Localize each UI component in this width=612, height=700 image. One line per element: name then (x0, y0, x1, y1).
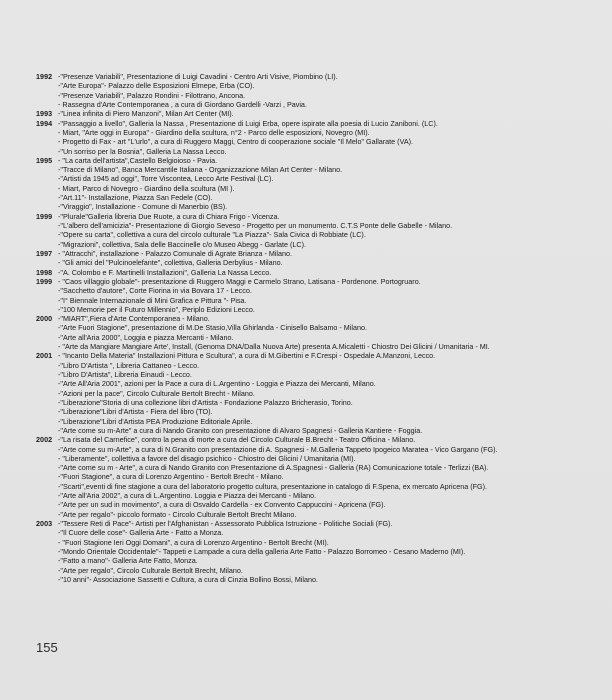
entry-text: -"100 Memorie per il Futuro Millennio", Periplo Edizioni Lecco. (58, 304, 255, 314)
entry-year: 1992 (36, 72, 53, 81)
entry-text: - "Caos villaggio globale"- presentazione di Ruggero Maggi e Carmelo Strano, Latisana - Pordenone. Portogruaro. (58, 276, 421, 286)
entry-year (36, 258, 58, 267)
exhibition-entry (36, 351, 596, 360)
entry-text: -"Arte all'Aria 2002", a cura di L.Argentino. Loggia e Piazza dei Mercanti - Milano. (58, 491, 317, 501)
entry-text: -"Arte per regalo", Circolo Culturale Bertolt Brecht, Milano. (58, 565, 243, 575)
entry-year (36, 491, 58, 500)
exhibition-entry (36, 119, 596, 128)
entry-text: - Progetto di Fax - art "L'urlo", a cura di Ruggero Maggi, Centro di cooperazione sociale "Il Melo" Gallarate (VA). (58, 137, 414, 147)
exhibition-entry (36, 435, 596, 444)
entry-year (36, 202, 58, 211)
exhibition-entry (36, 333, 596, 342)
entry-text: -"10 anni"- Associazione Sassetti e Cultura, a cura di Cinzia Bollino Bossi, Milano. (58, 574, 318, 584)
exhibition-entry (36, 566, 596, 575)
entry-text: -"Libro D'Artista", Libreria Einaudi - Lecco. (58, 370, 192, 379)
exhibition-entry (36, 398, 596, 407)
entry-year (36, 445, 58, 454)
entry-text: -"Tracce di Milano", Banca Mercantile Italiana - Organizzazione Milan Art Center - Milano. (58, 165, 343, 175)
entry-text: -"Scarti",eventi di fine stagione a cura del laboratorio progetto cultura, presentazione in catalogo di F.Spena, ex mercato Apricena (FG). (58, 481, 487, 491)
exhibition-entry (36, 463, 596, 472)
exhibition-entry (36, 202, 596, 211)
entry-year (36, 184, 58, 193)
exhibition-entry (36, 454, 596, 463)
entry-text: - "Incanto Della Materia" Installazioni Pittura e Scultura", a cura di M.Gibertini e F.Crespi - Ospedale A.Manzoni, Lecco. (58, 351, 436, 361)
entry-text: -"Opere su carta", collettiva a cura del circolo culturale "La Piazza"- Sala Civica di Robbiate (LC). (58, 230, 366, 240)
exhibition-entry (36, 445, 596, 454)
entry-text: -"I° Biennale Internazionale di Mini Grafica e Pittura "- Pisa. (58, 295, 247, 305)
entry-year: 1995 (36, 155, 53, 165)
entry-text: - "Arte da Mangiare Mangiare Arte', Install, (Genoma DNA/Dalla Nuova Arte) presenta A.Micaletti - Chiostro Dei Glicini / Umanitaria - MI. (58, 342, 490, 352)
entry-text: -"Arte come su m-Arte", a cura di N.Granito con presentazione di A. Spagnesi - M.Galleria Tappeto Ipogeico Maratea - Vico Gargano (FG). (58, 444, 498, 454)
entry-text: -"Passaggio a livello", Galleria la Nassa , Presentazione di Luigi Erba, opere ispirate alla poesia di Lucio Zaniboni. (LC). (58, 118, 438, 128)
entry-year (36, 128, 58, 137)
entry-text: -"Artisti da 1945 ad oggi", Torre Viscontea, Lecco Arte Festival (LC). (58, 174, 274, 184)
exhibition-entry (36, 277, 596, 286)
exhibition-entry (36, 72, 596, 81)
entry-year (36, 147, 58, 156)
entry-year (36, 389, 58, 398)
entry-year (36, 510, 58, 519)
entry-text: -"Azioni per la pace", Circolo Culturale Bertolt Brecht - Milano. (58, 388, 255, 398)
entry-text: -"Arte per un sud in movimento", a cura di Osvaldo Cardella - ex Convento Cappuccini - Apricena (FG). (58, 500, 386, 510)
entry-text: -"Presenze Variabili", Palazzo Rondini - Filottrano, Ancona. (58, 90, 246, 100)
entry-text: -"Presenze Variabili", Presentazione di Luigi Cavadini - Centro Arti Visive, Piombino (LI). (58, 72, 338, 81)
entry-year: 2000 (36, 314, 53, 324)
entry-year (36, 538, 58, 547)
entry-year (36, 333, 58, 342)
exhibition-entry (36, 258, 596, 267)
entry-year: 1997 (36, 248, 53, 258)
exhibition-entry (36, 575, 596, 584)
entry-year (36, 417, 58, 426)
entry-year: 1999 (36, 211, 53, 221)
entry-year (36, 566, 58, 575)
entry-year (36, 463, 58, 472)
entry-text: -"Arte All'Aria 2001", azioni per la Pace a cura di L.Argentino - Loggia e Piazza dei Mercanti, Milano. (58, 379, 376, 389)
entry-text: -"Linea infinita di Piero Manzoni", Milan Art Center (MI). (58, 109, 234, 119)
entry-text: - "Attracchi", installazione - Palazzo Comunale di Agrate Brianza - Milano. (58, 248, 293, 258)
entry-text: -"Fuori Stagione", a cura di Lorenzo Argentino - Bertolt Brecht - Milano. (58, 472, 284, 482)
exhibition-entry (36, 249, 596, 258)
entry-year (36, 500, 58, 509)
entry-year (36, 174, 58, 183)
entry-year (36, 454, 58, 463)
entry-text: -"Fatto a mano"- Galleria Arte Fatto, Monza. (58, 556, 198, 566)
entry-text: -"Arte Fuori Stagione", presentazione di M.De Stasio,Villa Ghirlanda - Cinisello Balsamo - Milano. (58, 323, 367, 333)
exhibition-entry (36, 81, 596, 90)
entry-year: 1994 (36, 118, 53, 128)
entry-year (36, 472, 58, 481)
exhibition-entry (36, 156, 596, 165)
exhibition-entry (36, 230, 596, 239)
entry-year (36, 240, 58, 249)
exhibition-entry (36, 407, 596, 416)
exhibition-entry (36, 91, 596, 100)
exhibition-entry (36, 165, 596, 174)
entry-year (36, 547, 58, 556)
entry-text: -"Arte Europa"- Palazzo delle Esposizioni Elmepe, Erba (CO). (58, 81, 255, 91)
entry-year (36, 361, 58, 370)
exhibition-entry (36, 538, 596, 547)
entry-text: - Rassegna d'Arte Contemporanea , a cura di Giordano Gardelli -Varzi , Pavia. (58, 99, 307, 109)
entry-year (36, 323, 58, 332)
exhibition-entry (36, 296, 596, 305)
entry-text: -"Migrazioni", collettiva, Sala delle Baccinelle c/o Museo Abegg - Garlate (LC). (58, 239, 306, 249)
exhibition-entry (36, 184, 596, 193)
entry-year (36, 100, 58, 109)
exhibition-entry (36, 286, 596, 295)
exhibition-entry (36, 174, 596, 183)
entry-year (36, 482, 58, 491)
entry-year (36, 286, 58, 295)
entry-text: -"Viraggio", Installazione - Comune di Manerbio (BS). (58, 202, 228, 212)
exhibition-entry (36, 323, 596, 332)
entry-text: -"La risata del Carnefice", contro la pena di morte a cura del Circolo Culturale B.Brecht - Teatro Officina - Milano. (58, 435, 416, 445)
entry-text: -"Sacchetto d'autore", Corte Fiorina in via Bovara 17 - Lecco. (58, 286, 252, 296)
entry-year (36, 81, 58, 90)
entry-text: - "Fuori Stagione Ieri Oggi Domani", a cura di Lorenzo Argentino - Bertolt Brecht (MI). (58, 537, 329, 547)
entry-year (36, 379, 58, 388)
exhibition-entry (36, 482, 596, 491)
entry-text: - "Liberamente", collettiva a favore del disagio psichico - Chiostro dei Glicini / Umanitaria (MI). (58, 453, 356, 463)
entry-text: -"Tessere Reti di Pace"- Artisti per l'Afghanistan - Assessorato Pubblica Istruzione - Politiche Sociali (FG). (58, 519, 393, 528)
entry-year (36, 137, 58, 146)
entry-year (36, 407, 58, 416)
exhibition-entry (36, 389, 596, 398)
entry-text: -"Liberazione"Storia di una collezione libri d'Artista - Fondazione Palazzo Bricherasio, Torino. (58, 397, 353, 407)
exhibition-entry (36, 212, 596, 221)
exhibition-entry (36, 519, 596, 528)
entry-text: -"Il Cuore delle cose"- Galleria Arte - Fatto a Monza. (58, 528, 224, 538)
entry-text: - Miart, "Arte oggi in Europa" - Giardino della scultura, n°2 - Parco delle esposizioni, Novegro (MI). (58, 127, 370, 137)
entry-year (36, 342, 58, 351)
entry-text: - "La carta dell'artista",Castello Belgioioso - Pavia. (58, 155, 218, 165)
entry-year (36, 398, 58, 407)
exhibition-entry (36, 314, 596, 323)
entry-text: -"Liberazione"Libri d'Artista - Fiera del libro (TO). (58, 407, 213, 417)
entry-year (36, 528, 58, 537)
entry-text: -"Plurale"Galleria libreria Due Ruote, a cura di Chiara Frigo - Vicenza. (58, 211, 280, 221)
entry-year (36, 230, 58, 239)
exhibition-entry (36, 100, 596, 109)
exhibition-entry (36, 128, 596, 137)
exhibition-entry (36, 379, 596, 388)
exhibition-entry (36, 472, 596, 481)
exhibition-entry (36, 370, 596, 379)
exhibition-entry (36, 305, 596, 314)
entry-year (36, 426, 58, 435)
entry-year (36, 91, 58, 100)
exhibition-entry (36, 361, 596, 370)
exhibition-entry (36, 137, 596, 146)
entry-text: -"Un sorriso per la Bosnia", Galleria La Nassa Lecco. (58, 146, 227, 156)
entry-year (36, 221, 58, 230)
page-number: 155 (36, 640, 58, 655)
entry-year: 1998 (36, 267, 53, 277)
entry-year: 2002 (36, 435, 53, 445)
exhibition-entry (36, 109, 596, 118)
entry-year: 2003 (36, 519, 53, 528)
entry-year (36, 556, 58, 565)
entry-text: - Miart, Parco di Novegro - Giardino della scultura (MI ). (58, 183, 235, 193)
exhibition-entry (36, 528, 596, 537)
entry-year: 1993 (36, 109, 53, 119)
entry-text: -"Libro D'Artista ", Libreria Cattaneo - Lecco. (58, 360, 200, 370)
exhibition-entry (36, 547, 596, 556)
entry-year (36, 165, 58, 174)
entry-text: -"Liberazione"Libri d'Artista PEA Produzione Editoriale Aprile. (58, 416, 253, 426)
entry-text: -"A. Colombo e F. Martinelli Installazioni", Galleria La Nassa Lecco. (58, 267, 272, 277)
exhibition-entry (36, 556, 596, 565)
exhibition-entry (36, 193, 596, 202)
exhibition-entry (36, 240, 596, 249)
exhibition-entry (36, 268, 596, 277)
exhibition-entry (36, 426, 596, 435)
exhibition-entry (36, 342, 596, 351)
exhibition-entry (36, 147, 596, 156)
entry-year: 1999 (36, 276, 53, 286)
exhibition-entry (36, 221, 596, 230)
entry-text: -"MIART",Fiera d'Arte Contemporanea - Milano. (58, 314, 210, 324)
exhibition-entry (36, 510, 596, 519)
exhibition-list (36, 72, 596, 584)
entry-text: -"Arte all'Aria 2000", Loggia e piazza Mercanti - Milano. (58, 332, 234, 342)
entry-year (36, 305, 58, 314)
exhibition-entry (36, 417, 596, 426)
entry-year (36, 370, 58, 379)
entry-text: -"Arte come su m-Arte" a cura di Nando Granito con presentazione di Alvaro Spagnesi - Galleria Kantiere - Foggia. (58, 425, 423, 435)
exhibition-entry (36, 491, 596, 500)
entry-text: -"Art.11"- Installazione, Piazza San Fedele (CO). (58, 193, 213, 203)
entry-text: -"Arte per regalo"- piccolo formato - Circolo Culturale Bertolt Brecht Milano. (58, 509, 297, 519)
entry-text: -"Mondo Orientale Occidentale"- Tappeti e Lampade a cura della galleria Arte Fatto - Palazzo Borromeo - Cesano Maderno (MI). (58, 546, 466, 556)
entry-year: 2001 (36, 351, 53, 361)
exhibition-entry (36, 500, 596, 509)
entry-year (36, 575, 58, 584)
entry-text: - "Gli amici del "Pulcinoelefante", collettiva, Galleria Derbylius - Milano. (58, 258, 283, 268)
entry-year (36, 296, 58, 305)
entry-year (36, 193, 58, 202)
entry-text: -"Arte come su m - Arte", a cura di Nando Granito con Presentazione di A.Spagnesi - Galleria (RA) Comunicazione totale - Terlizzi (BA). (58, 463, 489, 473)
entry-text: -"L'albero dell'amicizia"- Presentazione di Giorgio Seveso - Progetto per un monumento. C.T.S Ponte delle Gabelle - Milano. (58, 221, 453, 230)
